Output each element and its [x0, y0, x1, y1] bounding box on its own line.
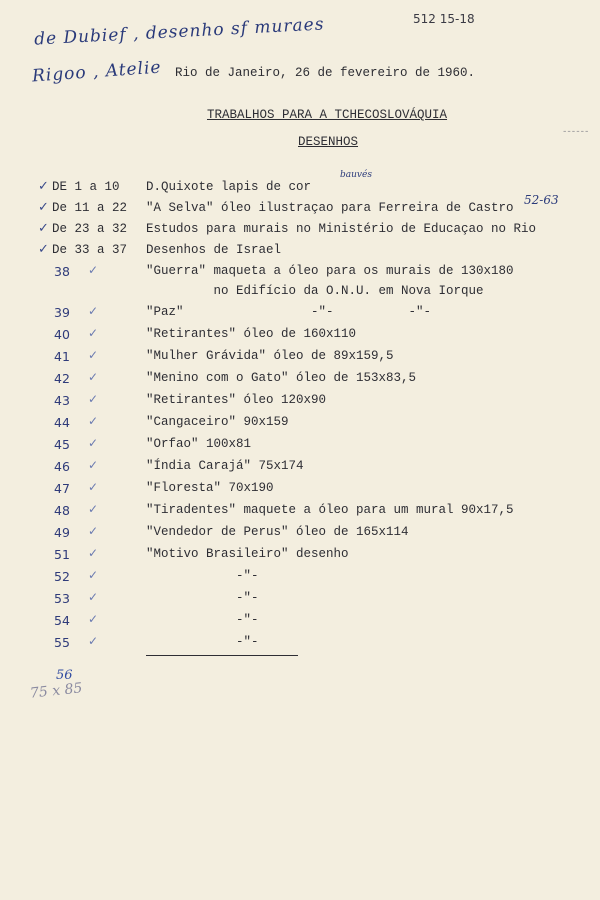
item-description: "Orfao" 100x81: [146, 437, 252, 451]
check-mark-icon: ✓: [38, 179, 49, 194]
list-item: [0, 243, 600, 263]
check-mark-icon: ✓: [38, 200, 49, 215]
list-item: [0, 415, 600, 435]
item-number: De 33 a 37: [52, 243, 128, 257]
item-description: "Menino com o Gato" óleo de 153x83,5: [146, 371, 417, 385]
check-mark-icon: ✓: [88, 502, 99, 516]
document-title: TRABALHOS PARA A TCHECOSLOVÁQUIA: [207, 108, 448, 122]
item-description: -"-: [146, 569, 259, 583]
item-description: "Motivo Brasileiro" desenho: [146, 547, 349, 561]
check-mark-icon: ✓: [88, 304, 99, 318]
item-number: 41: [54, 349, 70, 364]
check-mark-icon: ✓: [88, 392, 99, 406]
check-mark-icon: ✓: [38, 221, 49, 236]
list-item: [0, 547, 600, 567]
check-mark-icon: ✓: [88, 263, 99, 277]
handwritten-note-1: de Dubief , desenho sf muraes: [33, 14, 325, 50]
list-item: [0, 437, 600, 457]
check-mark-icon: ✓: [88, 326, 99, 340]
item-description: "Tiradentes" maquete a óleo para um mural 90x17,5: [146, 503, 514, 517]
item-description: "Cangaceiro" 90x159: [146, 415, 289, 429]
check-mark-icon: ✓: [88, 480, 99, 494]
item-number: 39: [54, 305, 70, 320]
list-item: [0, 569, 600, 589]
handwritten-footer-note: [29, 668, 84, 702]
list-item: [0, 525, 600, 545]
list-item: [0, 613, 600, 633]
item-description: "Retirantes" óleo 120x90: [146, 393, 327, 407]
list-item: [0, 222, 600, 242]
item-description: no Edifício da O.N.U. em Nova Iorque: [146, 284, 484, 298]
check-mark-icon: ✓: [88, 634, 99, 648]
list-item: [0, 349, 600, 369]
item-description: -"-: [146, 635, 259, 649]
item-description: Desenhos de Israel: [146, 243, 282, 257]
item-number: 46: [54, 459, 70, 474]
item-description: "Guerra" maqueta a óleo para os murais de 130x180: [146, 264, 514, 278]
item-number: 55: [54, 635, 70, 650]
item-description: "Vendedor de Perus" óleo de 165x114: [146, 525, 409, 539]
check-mark-icon: ✓: [88, 590, 99, 604]
check-mark-icon: ✓: [88, 436, 99, 450]
item-number: 52: [54, 569, 70, 584]
list-item: [0, 371, 600, 391]
list-item: [0, 393, 600, 413]
list-item: [0, 481, 600, 501]
list-item: [0, 635, 600, 655]
check-mark-icon: ✓: [38, 242, 49, 257]
document-date: Rio de Janeiro, 26 de fevereiro de 1960.: [175, 66, 476, 80]
underline-rule: [146, 655, 298, 656]
item-description: "Paz" -"- -"-: [146, 305, 432, 319]
item-number: 48: [54, 503, 70, 518]
check-mark-icon: ✓: [88, 568, 99, 582]
list-item: [0, 327, 600, 347]
item-number: 45: [54, 437, 70, 452]
check-mark-icon: ✓: [88, 370, 99, 384]
list-item: [0, 305, 600, 325]
item-description: "Índia Carajá" 75x174: [146, 459, 304, 473]
handwritten-annotation: bauvés: [340, 170, 372, 180]
item-number: 38: [54, 264, 70, 279]
handwritten-note-2: Rigoo , Atelie: [31, 57, 163, 87]
item-description: "Floresta" 70x190: [146, 481, 274, 495]
footer-number: 56: [56, 668, 73, 683]
item-description: -"-: [146, 591, 259, 605]
document-subtitle: DESENHOS: [298, 135, 359, 149]
check-mark-icon: ✓: [88, 612, 99, 626]
check-mark-icon: ✓: [88, 458, 99, 472]
item-number: De 23 a 32: [52, 222, 128, 236]
item-number: 44: [54, 415, 70, 430]
item-description: "Retirantes" óleo de 160x110: [146, 327, 357, 341]
list-item: [0, 459, 600, 479]
list-item: [0, 264, 600, 284]
list-item: [0, 591, 600, 611]
archive-reference: 512 15-18: [413, 12, 475, 26]
item-number: DE 1 a 10: [52, 180, 120, 194]
list-item: [0, 170, 600, 200]
list-item: [0, 503, 600, 523]
item-number: 47: [54, 481, 70, 496]
item-number: 42: [54, 371, 70, 386]
check-mark-icon: ✓: [88, 348, 99, 362]
check-mark-icon: ✓: [88, 524, 99, 538]
item-number: De 11 a 22: [52, 201, 128, 215]
item-description: D.Quixote lapis de cor: [146, 180, 312, 194]
margin-mark: ------: [562, 127, 589, 137]
item-number: 43: [54, 393, 70, 408]
item-number: 54: [54, 613, 70, 628]
item-description: "Mulher Grávida" óleo de 89x159,5: [146, 349, 394, 363]
item-description: Estudos para murais no Ministério de Educaçao no Rio: [146, 222, 537, 236]
footer-dimensions: 75 x 85: [29, 680, 84, 702]
handwritten-annotation: 52-63: [524, 193, 559, 207]
item-description: -"-: [146, 613, 259, 627]
item-number: 49: [54, 525, 70, 540]
item-description: "A Selva" óleo ilustraçao para Ferreira de Castro: [146, 201, 514, 215]
check-mark-icon: ✓: [88, 546, 99, 560]
list-item: [0, 193, 600, 221]
item-number: 40: [54, 327, 70, 342]
item-number: 53: [54, 591, 70, 606]
item-number: 51: [54, 547, 70, 562]
list-item: [0, 284, 600, 304]
check-mark-icon: ✓: [88, 414, 99, 428]
